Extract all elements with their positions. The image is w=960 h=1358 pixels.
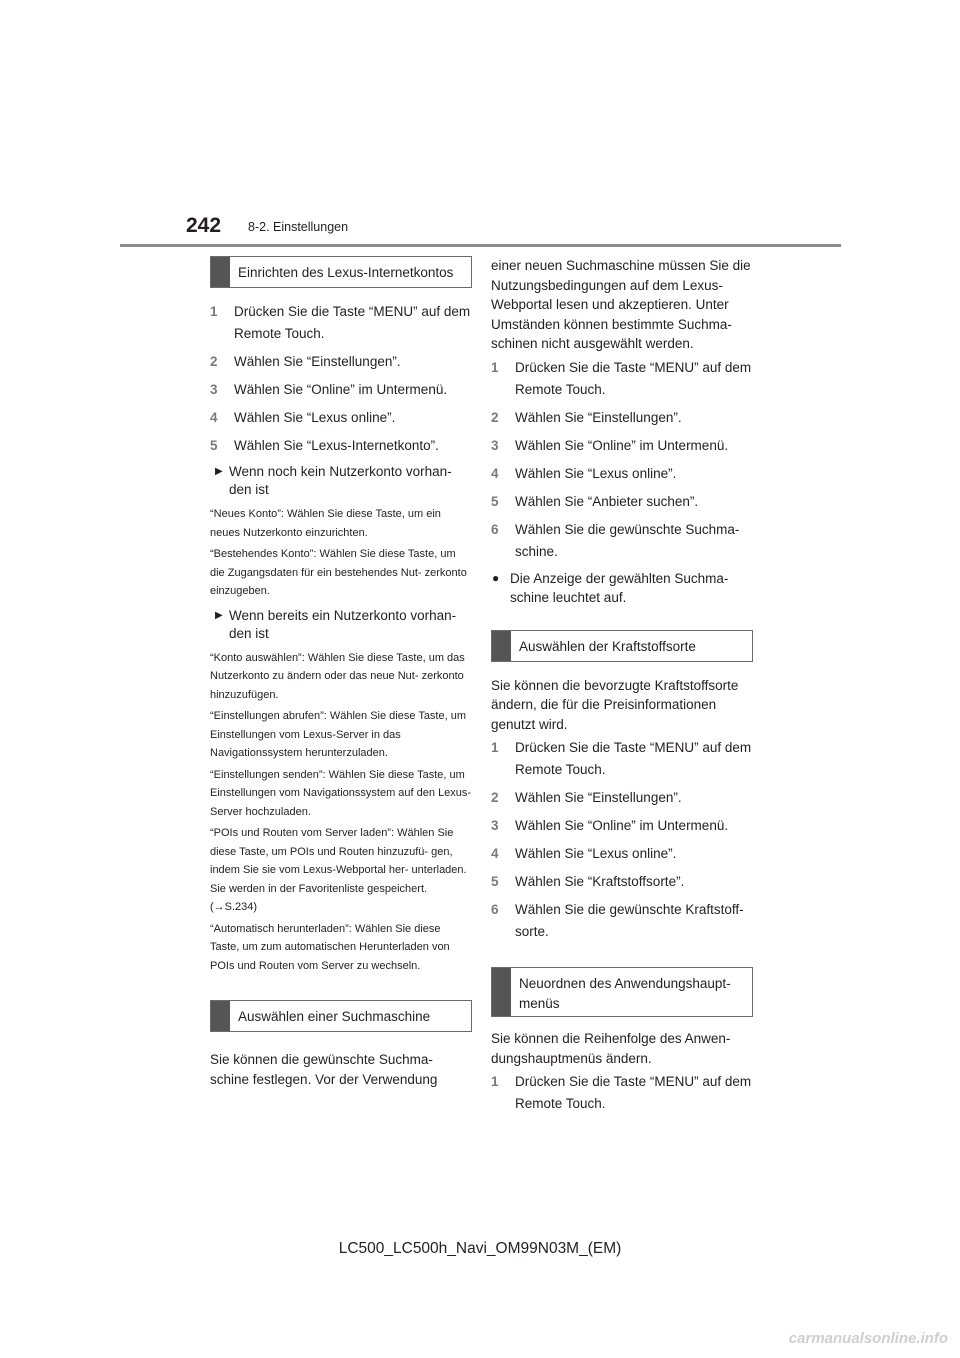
paragraph: Sie können die gewünschte Suchma- schine festlegen. Vor der Verwendung bbox=[210, 1052, 438, 1087]
step-item: 6 Wählen Sie die gewünschte Suchma- schine. bbox=[491, 521, 740, 559]
heading-bar bbox=[492, 631, 511, 661]
heading-box-lexus-account bbox=[210, 256, 472, 288]
note-text: “Bestehendes Konto”: Wählen Sie diese Taste, um die Zugangsdaten für ein bestehendes Nut- zerkonto einzugeben. bbox=[210, 548, 467, 597]
step-item: 5 Wählen Sie “Anbieter suchen”. bbox=[491, 493, 699, 509]
note-text: “Konto auswählen”: Wählen Sie diese Taste, um das Nutzerkonto zu ändern oder das neue Nut- zerkonto hinzuzufügen. bbox=[210, 651, 465, 701]
heading-bar bbox=[211, 1001, 230, 1031]
step-item: 1 Drücken Sie die Taste “MENU” auf dem Remote Touch. bbox=[210, 304, 471, 341]
footer-code: LC500_LC500h_Navi_OM99N03M_(EM) bbox=[338, 1240, 622, 1257]
step-item: 1 Drücken Sie die Taste “MENU” auf dem Remote Touch. bbox=[491, 1074, 752, 1111]
triangle-right-icon: ▶ bbox=[215, 466, 223, 477]
note-text: “Einstellungen abrufen”: Wählen Sie diese Taste, um Einstellungen vom Lexus-Server in das Navigationssystem herunterzuladen. bbox=[210, 710, 466, 759]
step-item: 1 Drücken Sie die Taste “MENU” auf dem Remote Touch. bbox=[491, 740, 752, 777]
header-rule bbox=[120, 244, 841, 247]
step-item: 3 Wählen Sie “Online” im Untermenü. bbox=[491, 437, 729, 453]
step-item: 4 Wählen Sie “Lexus online”. bbox=[491, 846, 677, 861]
heading-text: Neuordnen des Anwendungshaupt- menüs bbox=[519, 976, 731, 1011]
bullet-dot-icon: ● bbox=[492, 570, 500, 585]
left-column bbox=[210, 256, 472, 1092]
triangle-right-icon: ▶ bbox=[215, 609, 223, 621]
step-item: 2 Wählen Sie “Einstellungen”. bbox=[491, 790, 682, 805]
heading-box-app-menu bbox=[491, 967, 753, 1017]
heading-bar bbox=[211, 257, 230, 287]
heading-text: Einrichten des Lexus-Internetkontos bbox=[238, 265, 454, 280]
step-item: 2 Wählen Sie “Einstellungen”. bbox=[210, 354, 401, 369]
sub-heading: ▶ Wenn bereits ein Nutzerkonto vorhan- den ist bbox=[215, 607, 457, 641]
paragraph: Sie können die bevorzugte Kraftstoffsorte ändern, die für die Preisinformationen genutzt wird. bbox=[491, 677, 739, 732]
step-item: 5 Wählen Sie “Kraftstoffsorte”. bbox=[491, 874, 685, 889]
heading-text: Auswählen der Kraftstoffsorte bbox=[519, 638, 696, 654]
step-item: 4 Wählen Sie “Lexus online”. bbox=[210, 410, 396, 425]
step-item: 2 Wählen Sie “Einstellungen”. bbox=[491, 409, 682, 425]
note-text: “Automatisch herunterladen”: Wählen Sie diese Taste, um zum automatischen Herunterladen von POIs und Routen vom Server zu wechseln. bbox=[210, 922, 450, 972]
step-item: 4 Wählen Sie “Lexus online”. bbox=[491, 465, 677, 481]
step-item: 3 Wählen Sie “Online” im Untermenü. bbox=[210, 382, 448, 397]
watermark: carmanualsonline.info bbox=[788, 1330, 948, 1347]
paragraph: Sie können die Reihenfolge des Anwen- dungshauptmenüs ändern. bbox=[491, 1031, 731, 1066]
page-number: 242 bbox=[186, 214, 222, 237]
note-text: “Einstellungen senden”: Wählen Sie diese Taste, um Einstellungen vom Navigationssystem auf den Lexus-Server hochzuladen. bbox=[210, 768, 472, 818]
note-text: “POIs und Routen vom Server laden”: Wählen Sie diese Taste, um POIs und Routen hinzuzufü- gen, indem Sie sie vom Lexus-Webportal her- unterladen. Sie werden in der Favoritenliste gespeichert. (→S.234) bbox=[210, 827, 467, 913]
step-item: 5 Wählen Sie “Lexus-Internetkonto”. bbox=[210, 438, 439, 453]
heading-box-search-engine bbox=[210, 1000, 472, 1032]
sub-heading: ▶ Wenn noch kein Nutzerkonto vorhan- den ist bbox=[215, 464, 452, 497]
step-item: 3 Wählen Sie “Online” im Untermenü. bbox=[491, 818, 729, 833]
heading-text: Auswählen einer Suchmaschine bbox=[238, 1009, 431, 1024]
heading-bar bbox=[492, 968, 511, 1016]
step-item: 1 Drücken Sie die Taste “MENU” auf dem Remote Touch. bbox=[491, 359, 752, 397]
section-title: 8-2. Einstellungen bbox=[248, 220, 349, 234]
step-item: 6 Wählen Sie die gewünschte Kraftstoff- sorte. bbox=[491, 902, 744, 939]
bullet-item: ● Die Anzeige der gewählten Suchma- schine leuchtet auf. bbox=[492, 570, 729, 605]
note-text: “Neues Konto”: Wählen Sie diese Taste, um ein neues Nutzerkonto einzurichten. bbox=[210, 508, 441, 539]
paragraph: einer neuen Suchmaschine müssen Sie die Nutzungsbedingungen auf dem Lexus- Webportal lesen und akzeptieren. Unter Umständen können bestimmte Suchma- schinen nicht ausgewählt werden. bbox=[491, 258, 751, 351]
heading-box-fuel-type bbox=[491, 630, 753, 662]
right-column bbox=[491, 256, 753, 1121]
